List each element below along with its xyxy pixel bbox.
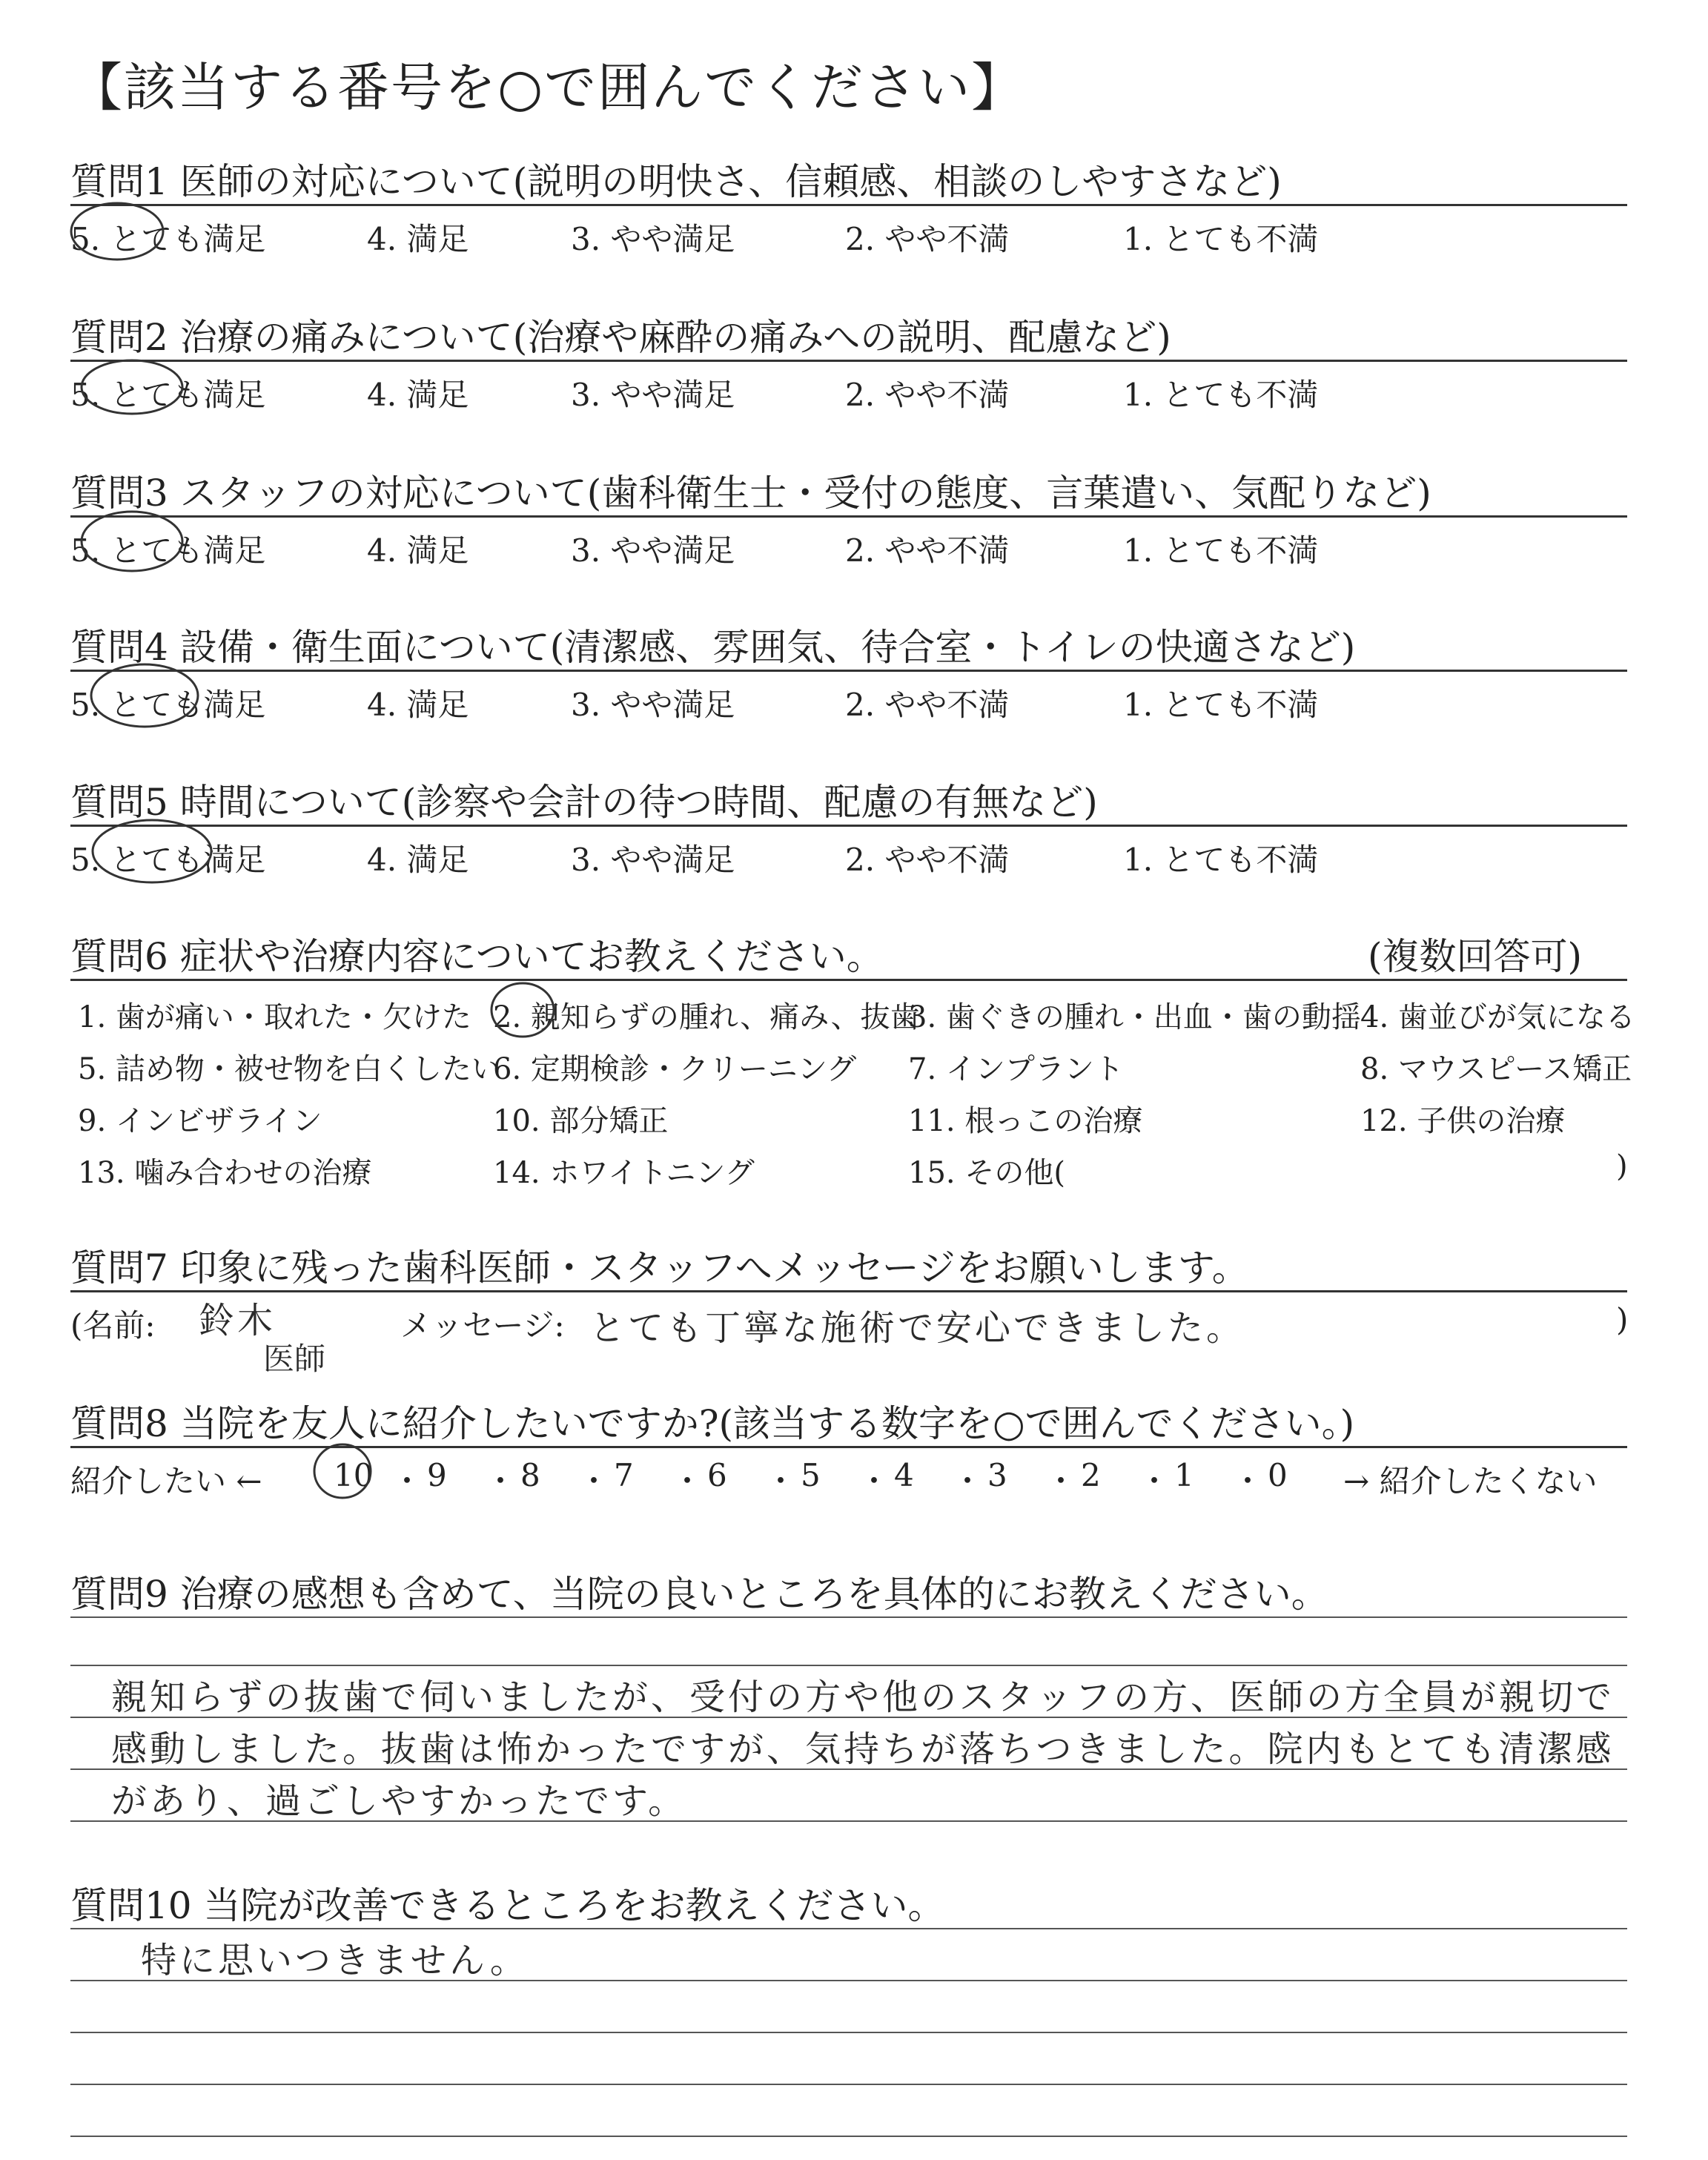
- q4-label: 質問4 設備・衛生面について(清潔感、雰囲気、待合室・トイレの快適さなど): [70, 626, 1356, 669]
- q4-option-4[interactable]: 4. 満足: [367, 687, 469, 723]
- q10-line-3: [70, 2032, 1627, 2033]
- q1-rule: [70, 204, 1627, 206]
- q6-option-5[interactable]: 5. 詰め物・被せ物を白くしたい: [78, 1052, 501, 1086]
- q6-option-1[interactable]: 1. 歯が痛い・取れた・欠けた: [78, 1000, 471, 1034]
- q8-scale-0[interactable]: 0: [1268, 1457, 1288, 1493]
- q3-option-2[interactable]: 2. やや不満: [845, 532, 1010, 569]
- q8-scale-1[interactable]: 1: [1174, 1457, 1194, 1493]
- q1-option-1[interactable]: 1. とても不満: [1123, 221, 1319, 257]
- q6-option-15[interactable]: 15. その他(: [908, 1156, 1065, 1190]
- q1-option-2[interactable]: 2. やや不満: [845, 221, 1010, 257]
- q3-rule: [70, 515, 1627, 518]
- q4-option-5[interactable]: 5. とても満足: [70, 687, 266, 723]
- q7-name-value[interactable]: 鈴木: [199, 1300, 277, 1341]
- q7-close-paren: ): [1616, 1301, 1629, 1338]
- form-title: 【該当する番号を○で囲んでください】: [70, 57, 1025, 118]
- q2-option-4[interactable]: 4. 満足: [367, 377, 469, 413]
- q8-scale-separator: ・: [578, 1463, 610, 1499]
- q8-scale-10[interactable]: 10: [334, 1457, 374, 1493]
- q8-scale-separator: ・: [952, 1463, 984, 1499]
- q2-option-3[interactable]: 3. やや満足: [571, 377, 735, 413]
- q9-answer-line-3[interactable]: があり、過ごしやすかったです。: [111, 1780, 687, 1822]
- q6-option-12[interactable]: 12. 子供の治療: [1360, 1104, 1566, 1138]
- q10-answer-line-1[interactable]: 特に思いつきません。: [141, 1940, 529, 1981]
- q6-label: 質問6 症状や治療内容についてお教えください。: [70, 935, 884, 978]
- q6-option-11[interactable]: 11. 根っこの治療: [908, 1104, 1143, 1138]
- q4-option-3[interactable]: 3. やや満足: [571, 687, 735, 723]
- q1-option-5[interactable]: 5. とても満足: [70, 221, 266, 257]
- q5-option-2[interactable]: 2. やや不満: [845, 842, 1010, 878]
- q5-option-4[interactable]: 4. 満足: [367, 842, 469, 878]
- q4-option-2[interactable]: 2. やや不満: [845, 687, 1010, 723]
- q7-name-label: (名前:: [70, 1307, 156, 1344]
- q7-message-label: メッセージ:: [400, 1307, 565, 1344]
- q8-right-label: → 紹介したくない: [1343, 1463, 1598, 1499]
- q6-option-8[interactable]: 8. マウスピース矯正: [1360, 1052, 1632, 1086]
- q8-scale-separator: ・: [858, 1463, 890, 1499]
- q8-scale-5[interactable]: 5: [801, 1457, 821, 1493]
- q8-scale-3[interactable]: 3: [987, 1457, 1007, 1493]
- q5-rule: [70, 825, 1627, 827]
- q3-label: 質問3 スタッフの対応について(歯科衛生士・受付の態度、言葉遣い、気配りなど): [70, 472, 1431, 515]
- q8-scale-separator: ・: [485, 1463, 517, 1499]
- q8-scale-separator: ・: [672, 1463, 704, 1499]
- q4-option-1[interactable]: 1. とても不満: [1123, 687, 1319, 723]
- q8-rule: [70, 1446, 1627, 1448]
- q8-left-label: 紹介したい ←: [70, 1463, 262, 1499]
- q10-label: 質問10 当院が改善できるところをお教えください。: [70, 1884, 945, 1927]
- q6-option-10[interactable]: 10. 部分矯正: [493, 1104, 669, 1138]
- q8-scale-9[interactable]: 9: [427, 1457, 447, 1493]
- q10-line-5: [70, 2136, 1627, 2137]
- q5-label: 質問5 時間について(診察や会計の待つ時間、配慮の有無など): [70, 781, 1098, 824]
- q8-scale-separator: ・: [765, 1463, 797, 1499]
- q5-option-3[interactable]: 3. やや満足: [571, 842, 735, 878]
- q2-option-1[interactable]: 1. とても不満: [1123, 377, 1319, 413]
- q8-scale-separator: ・: [391, 1463, 423, 1499]
- q2-option-2[interactable]: 2. やや不満: [845, 377, 1010, 413]
- q2-label: 質問2 治療の痛みについて(治療や麻酔の痛みへの説明、配慮など): [70, 316, 1171, 359]
- q7-name-value-sub[interactable]: 医師: [263, 1341, 326, 1377]
- q6-option-3[interactable]: 3. 歯ぐきの腫れ・出血・歯の動揺: [908, 1000, 1361, 1034]
- q1-option-4[interactable]: 4. 満足: [367, 221, 469, 257]
- q6-option-14[interactable]: 14. ホワイトニング: [493, 1156, 755, 1190]
- q10-line-4: [70, 2084, 1627, 2085]
- q8-scale-8[interactable]: 8: [520, 1457, 540, 1493]
- q4-rule: [70, 670, 1627, 672]
- q3-option-4[interactable]: 4. 満足: [367, 532, 469, 569]
- q6-note: (複数回答可): [1368, 935, 1583, 978]
- q6-other-close-paren: ): [1616, 1149, 1628, 1183]
- q6-option-6[interactable]: 6. 定期検診・クリーニング: [493, 1052, 857, 1086]
- q3-option-5[interactable]: 5. とても満足: [70, 532, 266, 569]
- q9-line-2: [70, 1665, 1627, 1666]
- q2-rule: [70, 360, 1627, 362]
- q8-scale-separator: ・: [1139, 1463, 1171, 1499]
- q8-scale-7[interactable]: 7: [614, 1457, 634, 1493]
- q9-label: 質問9 治療の感想も含めて、当院の良いところを具体的にお教えください。: [70, 1573, 1328, 1616]
- q8-scale-separator: ・: [1232, 1463, 1264, 1499]
- q1-option-3[interactable]: 3. やや満足: [571, 221, 735, 257]
- q8-label: 質問8 当院を友人に紹介したいですか?(該当する数字を○で囲んでください。): [70, 1402, 1355, 1445]
- q6-option-13[interactable]: 13. 噛み合わせの治療: [78, 1156, 372, 1190]
- q9-answer-line-1[interactable]: 親知らずの抜歯で伺いましたが、受付の方や他のスタッフの方、医師の方全員が親切で: [111, 1677, 1615, 1718]
- q8-scale-separator: ・: [1045, 1463, 1077, 1499]
- q9-line-1: [70, 1616, 1627, 1618]
- q3-option-1[interactable]: 1. とても不満: [1123, 532, 1319, 569]
- q5-option-1[interactable]: 1. とても不満: [1123, 842, 1319, 878]
- q5-option-5[interactable]: 5. とても満足: [70, 842, 266, 878]
- q7-rule: [70, 1290, 1627, 1292]
- q10-line-1: [70, 1928, 1627, 1929]
- q6-option-9[interactable]: 9. インビザライン: [78, 1104, 322, 1138]
- q6-rule: [70, 979, 1627, 981]
- q8-scale-4[interactable]: 4: [894, 1457, 914, 1493]
- q6-option-4[interactable]: 4. 歯並びが気になる: [1360, 1000, 1635, 1034]
- q6-option-2[interactable]: 2. 親知らずの腫れ、痛み、抜歯: [493, 1000, 920, 1034]
- q8-scale-2[interactable]: 2: [1081, 1457, 1101, 1493]
- q7-message-value[interactable]: とても丁寧な施術で安心できました。: [589, 1307, 1245, 1349]
- q3-option-3[interactable]: 3. やや満足: [571, 532, 735, 569]
- q8-scale-6[interactable]: 6: [707, 1457, 727, 1493]
- q9-answer-line-2[interactable]: 感動しました。抜歯は怖かったですが、気持ちが落ちつきました。院内もとても清潔感: [111, 1728, 1615, 1770]
- q1-label: 質問1 医師の対応について(説明の明快さ、信頼感、相談のしやすさなど): [70, 160, 1282, 203]
- q6-option-7[interactable]: 7. インプラント: [908, 1052, 1124, 1086]
- q7-label: 質問7 印象に残った歯科医師・スタッフへメッセージをお願いします。: [70, 1246, 1249, 1289]
- q2-option-5[interactable]: 5. とても満足: [70, 377, 266, 413]
